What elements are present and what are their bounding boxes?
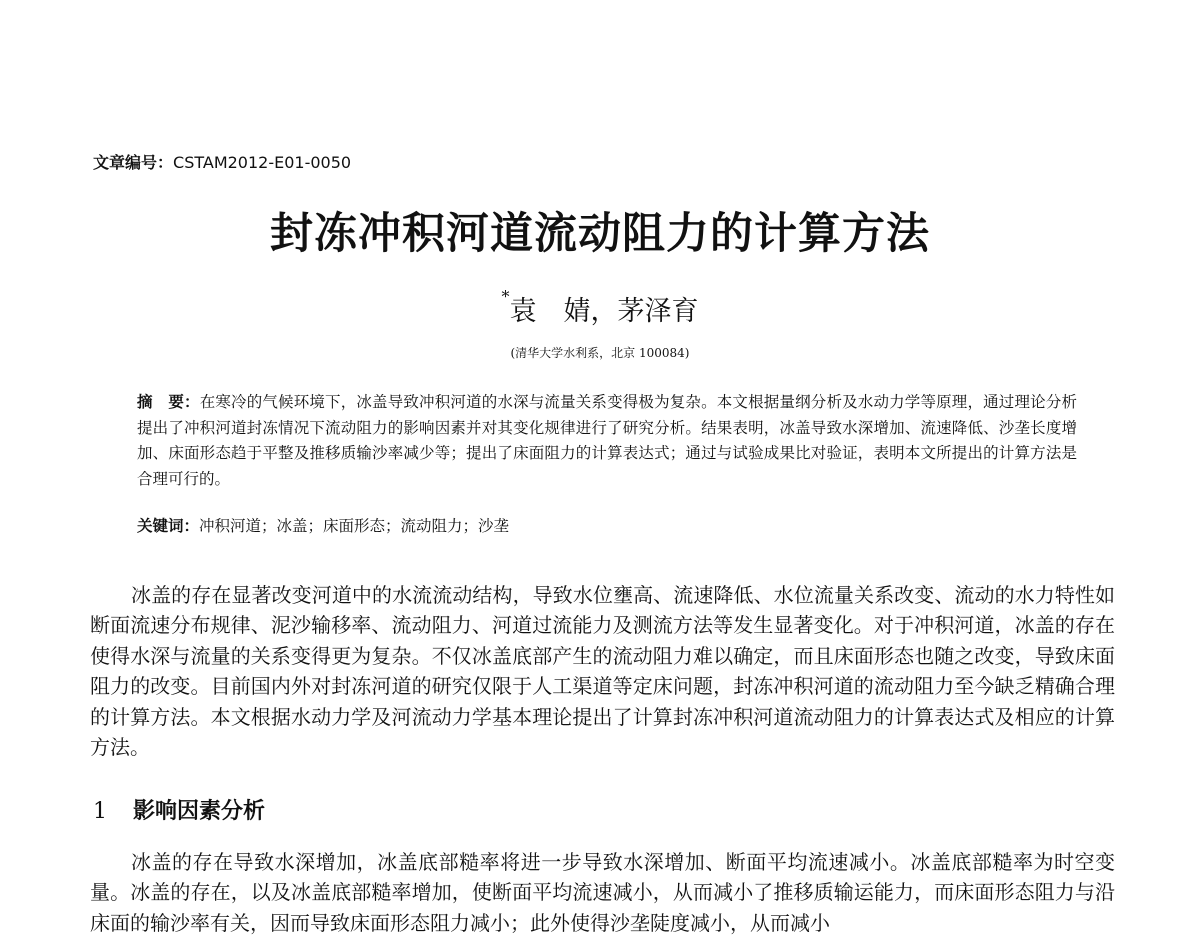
abstract-label: 摘 要： (137, 393, 200, 411)
affiliation: (清华大学水利系，北京 100084) (510, 346, 690, 360)
corresponding-author-marker: * (501, 287, 510, 306)
section-number: 1 (93, 799, 107, 824)
article-number-label: 文章编号： (93, 153, 174, 172)
abstract-text: 在寒冷的气候环境下，冰盖导致冲积河道的水深与流量关系变得极为复杂。本文根据量纲分析及水动力学等原理，通过理论分析提出了冲积河道封冻情况下流动阻力的影响因素并对其变化规律进行了研究分析。结果表明，冰盖导致水深增加、流速降低、沙垄长度增加、床面形态趋于平整及推移质输沙率减少等；提出了床面阻力的计算表达式；通过与试验成果比对验证，表明本文所提出的计算方法是合理可行的。 (137, 393, 1077, 488)
article-number (93, 150, 351, 173)
section-heading (93, 794, 265, 825)
author-names: 袁 婧，茅泽育 (509, 296, 699, 327)
article-number-value: CSTAM2012-E01-0050 (173, 153, 352, 172)
abstract (137, 390, 1077, 492)
keywords (137, 514, 1077, 540)
intro-paragraph: 冰盖的存在显著改变河道中的水流流动结构，导致水位壅高、流速降低、水位流量关系改变、流动的水力特性如断面流速分布规律、泥沙输移率、流动阻力、河道过流能力及测流方法等发生显著变化。对于冲积河道，冰盖的存在使得水深与流量的关系变得更为复杂。不仅冰盖底部产生的流动阻力难以确定，而且床面形态也随之改变，导致床面阻力的改变。目前国内外对封冻河道的研究仅限于人工渠道等定床问题，封冻冲积河道的流动阻力至今缺乏精确合理的计算方法。本文根据水动力学及河流动力学基本理论提出了计算封冻冲积河道流动阻力的计算表达式及相应的计算方法。 (90, 583, 1115, 760)
paper-title: 封冻冲积河道流动阻力的计算方法 (270, 209, 930, 259)
section-title: 影响因素分析 (133, 799, 266, 824)
keywords-text: 冲积河道；冰盖；床面形态；流动阻力；沙垄 (199, 517, 510, 535)
keywords-label: 关键词： (137, 517, 200, 535)
authors (0, 289, 1200, 328)
section1-paragraph: 冰盖的存在导致水深增加，冰盖底部糙率将进一步导致水深增加、断面平均流速减小。冰盖底部糙率为时空变量。冰盖的存在，以及冰盖底部糙率增加，使断面平均流速减小，从而减小了推移质输运能力，而床面形态阻力与沿床面的输沙率有关，因而导致床面形态阻力减小；此外使得沙垄陡度减小，从而减小 (90, 850, 1115, 935)
